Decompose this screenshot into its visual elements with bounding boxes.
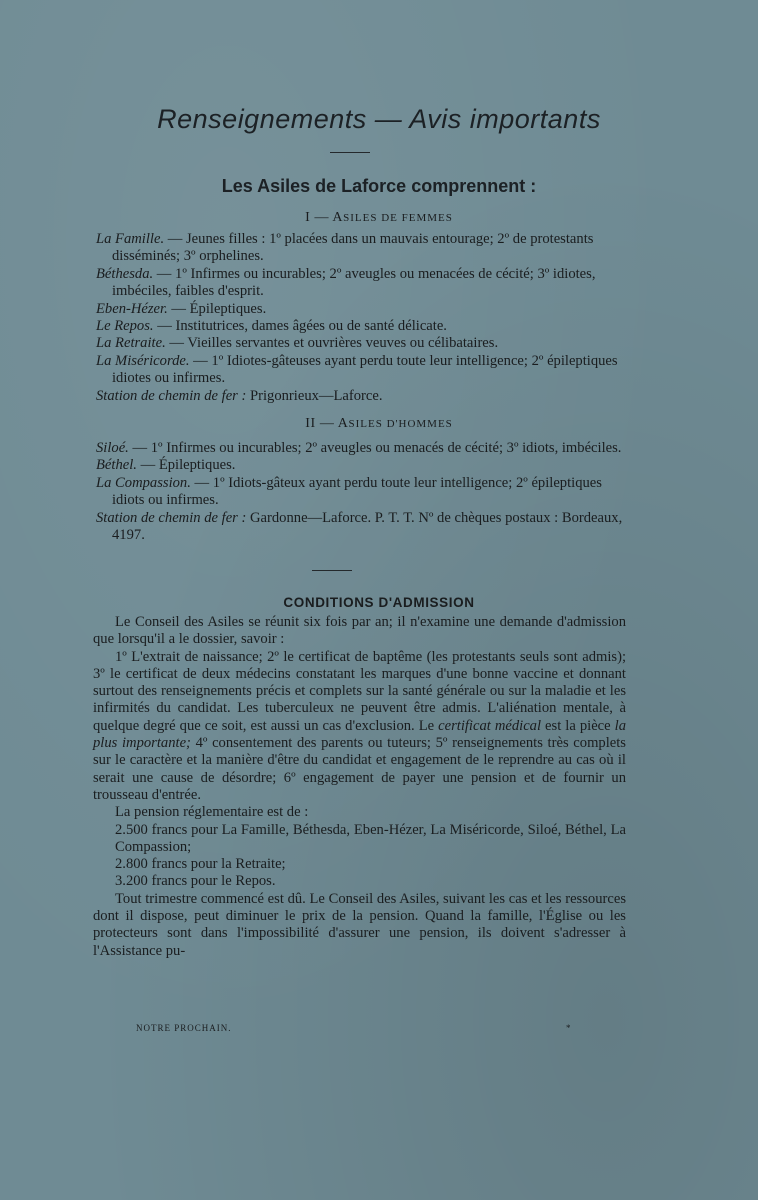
section-divider [312,570,352,571]
women-asylums-list [96,231,628,405]
women-heading-initial: A [332,210,344,225]
list-item: Béthel. — Épileptiques. [96,457,236,474]
men-numeral: II — [305,416,338,431]
list-item: La Famille. — Jeunes filles : 1º placées dans un mauvais entourage; 2º de protestants disséminés; 3º orphelines. [96,231,594,265]
footer-mark: * [566,1023,571,1033]
conditions-heading: CONDITIONS D'ADMISSION [283,595,475,610]
conditions-body [93,614,626,960]
paragraph: 1º L'extrait de naissance; 2º le certificat de baptême (les protestants seuls sont admis); 3º le certificat de deux médecins constatant les marques d'une bonne vaccine et donnant surtout des renseignements précis et complets sur la santé générale ou sur la maladie et les infirmités du candidat. Les tuberculeux ne peuvent être admis. L'aliénation mentale, à quelque degré que ce soit, est aussi un cas d'exclusion. Le certificat médical est la pièce la plus importante; 4º consentement des parents ou tuteurs; 5º renseignements très complets sur le caractère et la manière d'être du candidat et engagement de le reprendre au cas où il serait une cause de désordre; 6º engagement de payer une pension et de fournir un trousseau d'entrée. [93,648,626,803]
list-item: Siloé. — 1º Infirmes ou incurables; 2º aveugles ou menacés de cécité; 3º idiots, imbéciles. [96,440,622,456]
list-item: Le Repos. — Institutrices, dames âgées ou de santé délicate. [96,318,447,335]
title-divider [330,152,370,153]
list-item: Béthesda. — 1º Infirmes ou incurables; 2º aveugles ou menacées de cécité; 3º idiotes, imbéciles, faibles d'esprit. [96,265,596,300]
list-item: Station de chemin de fer : Gardonne—Laforce. P. T. T. Nº de chèques postaux : Bordeaux, 4197. [96,509,623,544]
price-line: 3.200 francs pour le Repos. [115,873,276,890]
paragraph: La pension réglementaire est de : [115,804,309,821]
men-heading-initial: A [337,416,349,431]
list-item: La Retraite. — Vieilles servantes et ouvrières veuves ou célibataires. [96,335,499,352]
price-line: 2.800 francs pour la Retraite; [115,856,286,873]
list-item: Eben-Hézer. — Épileptiques. [96,300,267,317]
men-heading-rest: SILES D'HOMMES [348,418,453,430]
page-title: Renseignements — Avis importants [157,104,601,134]
men-asylums-heading [0,416,758,432]
paragraph: Le Conseil des Asiles se réunit six fois par an; il n'examine une demande d'admission que lorsqu'il a le dossier, savoir : [93,614,626,648]
page-footer: NOTRE PROCHAIN. [136,1023,232,1033]
price-line: 2.500 francs pour La Famille, Béthesda, Eben-Hézer, La Miséricorde, Siloé, Béthel, La Compassion; [115,821,626,855]
list-item: La Miséricorde. — 1º Idiotes-gâteuses ayant perdu toute leur intelligence; 2º épileptiques idiotes ou infirmes. [96,352,618,387]
women-asylums-heading [0,210,758,226]
men-asylums-list [96,440,628,544]
list-item: La Compassion. — 1º Idiots-gâteux ayant perdu toute leur intelligence; 2º épileptiques idiots ou infirmes. [96,474,602,509]
subtitle: Les Asiles de Laforce comprennent : [221,176,537,196]
list-item: Station de chemin de fer : Prigonrieux—Laforce. [96,387,383,404]
paragraph: Tout trimestre commencé est dû. Le Conseil des Asiles, suivant les cas et les ressources dont il dispose, peut diminuer le prix de la pension. Quand la famille, l'Église ou les protecteurs sont dans l'impossibilité d'assurer une pension, ils doivent s'adresser à l'Assistance pu- [93,890,626,959]
women-numeral: I — [305,210,333,225]
women-heading-rest: SILES DE FEMMES [343,212,453,224]
